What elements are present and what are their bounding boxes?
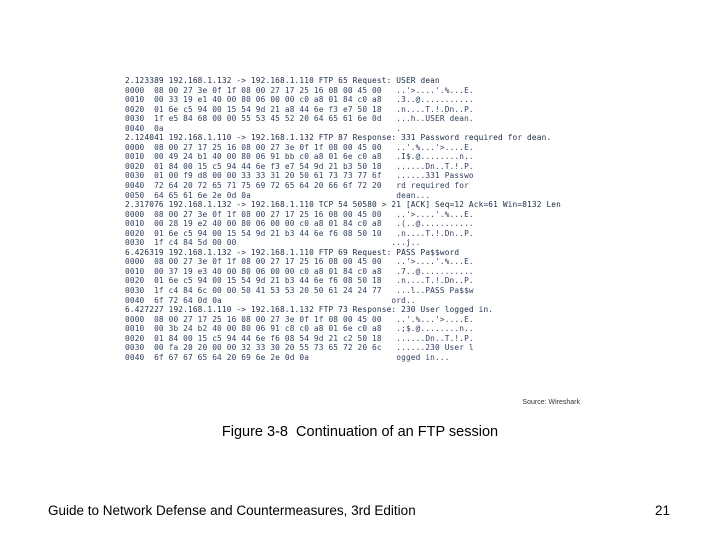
packet-summary-line: 2.317076 192.168.1.132 -> 192.168.1.110 TCP 54 50580 > 21 [ACK] Seq=12 Ack=61 Win=8132 Len (125, 200, 561, 210)
hex-dump-line: 0000 08 00 27 3e 0f 1f 08 00 27 17 25 16 08 00 45 00 ..'>....'.%...E. (125, 209, 474, 219)
hex-dump-line: 0010 00 28 19 e2 40 00 80 06 00 00 c0 a8 01 84 c0 a8 .(..@........... (125, 219, 474, 229)
hex-dump-line: 0000 08 00 27 3e 0f 1f 08 00 27 17 25 16 08 00 45 00 ..'>....'.%...E. (125, 257, 474, 267)
hex-dump-line: 0050 64 65 61 6e 2e 0d 0a dean... (125, 190, 431, 200)
footer-page-number: 21 (654, 503, 670, 518)
figure-caption-text: Continuation of an FTP session (296, 424, 499, 440)
hex-dump-line: 0000 08 00 27 17 25 16 08 00 27 3e 0f 1f 08 00 45 00 ..'.%...'>....E. (125, 142, 474, 152)
hex-dump-line: 0000 08 00 27 3e 0f 1f 08 00 27 17 25 16 08 00 45 00 ..'>....'.%...E. (125, 85, 474, 95)
hex-dump-line: 0020 01 6e c5 94 00 15 54 9d 21 b3 44 6e f6 08 50 18 .n....T.!.Dn..P. (125, 276, 474, 286)
image-source-credit: Source: Wireshark (522, 399, 580, 406)
packet-summary-line: 2.124041 192.168.1.110 -> 192.168.1.132 FTP 87 Response: 331 Password required for dean. (125, 133, 552, 143)
hex-dump-line: 0030 1f c4 84 6c 00 00 50 41 53 53 20 50 61 24 24 77 ...l..PASS Pa$$w (125, 286, 474, 296)
hex-dump-line: 0020 01 6e c5 94 00 15 54 9d 21 a8 44 6e f3 e7 50 18 .n....T.!.Dn..P. (125, 104, 474, 114)
hex-dump-line: 0040 72 64 20 72 65 71 75 69 72 65 64 20 66 6f 72 20 rd required for (125, 181, 474, 191)
packet-summary-line: 6.426319 192.168.1.132 -> 192.168.1.110 FTP 69 Request: PASS Pa$$word (125, 247, 460, 257)
hex-dump-line: 0030 1f c4 84 5d 00 00 ...j.. (125, 238, 421, 248)
hex-dump-line: 0000 08 00 27 17 25 16 08 00 27 3e 0f 1f 08 00 45 00 ..'.%...'>....E. (125, 314, 474, 324)
hex-dump-line: 0040 6f 72 64 0d 0a ord.. (125, 295, 416, 305)
wireshark-screenshot (117, 70, 592, 413)
hex-dump-line: 0030 1f e5 84 68 00 00 55 53 45 52 20 64 65 61 6e 0d ...h..USER dean. (125, 114, 474, 124)
hex-dump-line: 0040 6f 67 67 65 64 20 69 6e 2e 0d 0a ogged in... (125, 352, 450, 362)
hex-dump-line: 0020 01 84 00 15 c5 94 44 6e f6 08 54 9d 21 c2 50 18 ......Dn..T.!.P. (125, 333, 474, 343)
figure-caption (0, 424, 720, 440)
figure-number: Figure 3-8 (221, 424, 288, 440)
packet-summary-line: 6.427227 192.168.1.110 -> 192.168.1.132 FTP 73 Response: 230 User logged in. (125, 305, 494, 315)
footer-book-title: Guide to Network Defense and Countermeasures, 3rd Edition (48, 503, 416, 518)
hex-dump-line: 0010 00 3b 24 b2 40 00 80 06 91 c8 c0 a8 01 6e c0 a8 .;$.@........n.. (125, 324, 474, 334)
hex-dump-line: 0030 01 00 f9 d8 00 00 33 33 31 20 50 61 73 73 77 6f ......331 Passwo (125, 171, 474, 181)
packet-hex-dump (125, 76, 561, 362)
hex-dump-line: 0010 00 37 19 e3 40 00 80 06 00 00 c0 a8 01 84 c0 a8 .7..@........... (125, 266, 474, 276)
hex-dump-line: 0010 00 33 19 e1 40 00 80 06 00 00 c0 a8 01 84 c0 a8 .3..@........... (125, 95, 474, 105)
hex-dump-line: 0040 0a . (125, 123, 402, 133)
hex-dump-line: 0020 01 6e c5 94 00 15 54 9d 21 b3 44 6e f6 08 50 10 .n....T.!.Dn..P. (125, 228, 474, 238)
hex-dump-line: 0030 00 fa 20 20 00 00 32 33 30 20 55 73 65 72 20 6c ......230 User l (125, 343, 474, 353)
hex-dump-line: 0010 00 49 24 b1 40 00 80 06 91 bb c0 a8 01 6e c0 a8 .I$.@........n.. (125, 152, 474, 162)
hex-dump-line: 0020 01 84 00 15 c5 94 44 6e f3 e7 54 9d 21 b3 50 18 ......Dn..T.!.P. (125, 161, 474, 171)
packet-summary-line: 2.123389 192.168.1.132 -> 192.168.1.110 FTP 65 Request: USER dean (125, 76, 440, 85)
